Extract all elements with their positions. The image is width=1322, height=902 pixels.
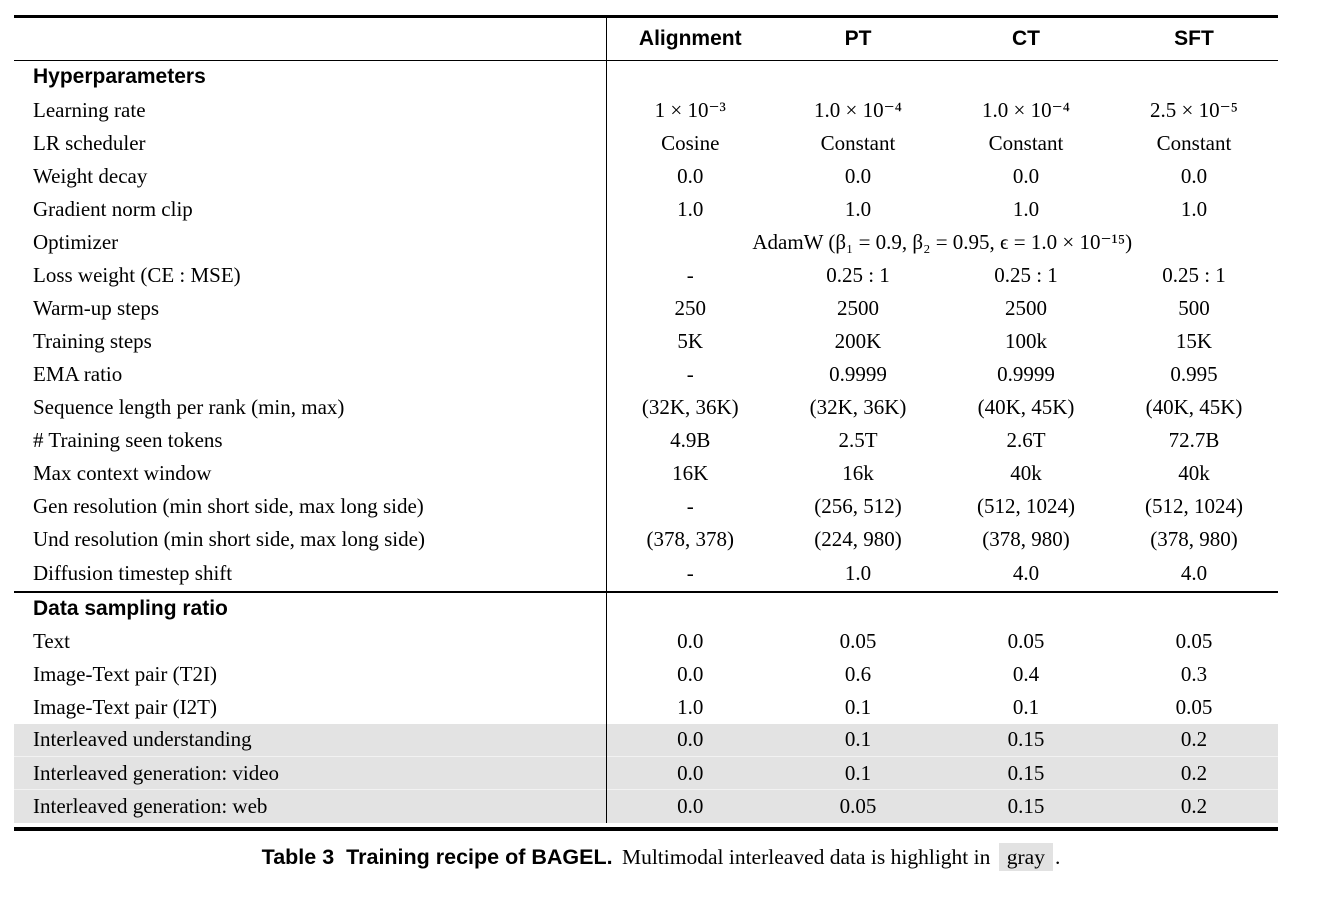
cell-alignment: 0.0 bbox=[606, 658, 774, 691]
row-label: Diffusion timestep shift bbox=[33, 560, 233, 585]
row-ema-ratio bbox=[14, 358, 1278, 391]
row-weight-decay bbox=[14, 160, 1278, 193]
caption-gray-chip: gray bbox=[999, 843, 1053, 871]
row-label: EMA ratio bbox=[33, 361, 123, 386]
row-label: Training steps bbox=[33, 328, 152, 353]
cell-ct: (512, 1024) bbox=[977, 493, 1075, 518]
cell-sft: (512, 1024) bbox=[1145, 493, 1243, 518]
row-label: Image-Text pair (I2T) bbox=[33, 694, 217, 719]
cell-pt: 0.0 bbox=[844, 163, 872, 188]
cell-ct: 0.0 bbox=[1012, 163, 1040, 188]
cell-pt: 1.0 bbox=[844, 560, 872, 585]
header-spacer-cell bbox=[14, 17, 606, 61]
cell-alignment: - bbox=[606, 358, 774, 391]
row-label: Loss weight (CE : MSE) bbox=[33, 262, 241, 287]
cell-sft: 500 bbox=[1178, 295, 1210, 320]
cell-sft: 40k bbox=[1178, 460, 1210, 485]
row-sequence-length bbox=[14, 391, 1278, 424]
section-title: Hyperparameters bbox=[33, 65, 206, 89]
bottom-double-rule bbox=[14, 827, 1278, 831]
cell-sft: 0.2 bbox=[1110, 790, 1278, 823]
cell-pt: 0.1 bbox=[774, 757, 942, 790]
cell-pt: 1.0 bbox=[844, 196, 872, 221]
row-optimizer bbox=[14, 226, 1278, 259]
table-caption bbox=[0, 845, 1322, 870]
cell-sft: 1.0 bbox=[1180, 196, 1208, 221]
cell-alignment: 1.0 bbox=[606, 193, 774, 226]
row-interleaved-generation-video bbox=[14, 757, 1278, 790]
cell-pt: 0.25 : 1 bbox=[826, 262, 890, 287]
cell-alignment: 1 × 10⁻³ bbox=[606, 94, 774, 127]
row-label: Interleaved understanding bbox=[14, 724, 606, 757]
table-3 bbox=[14, 15, 1278, 823]
row-warmup-steps bbox=[14, 292, 1278, 325]
cell-sft: (40K, 45K) bbox=[1145, 394, 1243, 419]
row-und-resolution bbox=[14, 523, 1278, 556]
row-label: Warm-up steps bbox=[33, 295, 160, 320]
row-training-seen-tokens bbox=[14, 424, 1278, 457]
cell-alignment: (32K, 36K) bbox=[606, 391, 774, 424]
cell-pt: 0.05 bbox=[774, 790, 942, 823]
cell-alignment: 1.0 bbox=[606, 691, 774, 724]
cell-ct: 0.15 bbox=[942, 724, 1110, 757]
column-header-sft: SFT bbox=[1110, 17, 1278, 61]
training-recipe-table bbox=[14, 15, 1278, 831]
cell-alignment: - bbox=[606, 259, 774, 292]
cell-pt: (32K, 36K) bbox=[809, 394, 907, 419]
row-label: Learning rate bbox=[33, 97, 146, 122]
cell-sft: 72.7B bbox=[1168, 427, 1220, 452]
row-label: Sequence length per rank (min, max) bbox=[33, 394, 345, 419]
section-spacer bbox=[606, 61, 1278, 94]
cell-sft: (378, 980) bbox=[1150, 526, 1238, 551]
cell-sft: 0.05 bbox=[1175, 694, 1213, 719]
row-interleaved-understanding bbox=[14, 724, 1278, 757]
cell-pt: 0.1 bbox=[844, 694, 872, 719]
cell-alignment: 5K bbox=[606, 325, 774, 358]
cell-ct: 0.25 : 1 bbox=[994, 262, 1058, 287]
cell-pt: 2.5T bbox=[838, 427, 878, 452]
cell-ct: 0.15 bbox=[942, 790, 1110, 823]
cell-ct: 40k bbox=[1010, 460, 1042, 485]
section-header-hyperparameters bbox=[14, 61, 1278, 94]
cell-sft: 0.995 bbox=[1170, 361, 1218, 386]
row-image-text-pair-t2i bbox=[14, 658, 1278, 691]
cell-pt: 0.9999 bbox=[829, 361, 887, 386]
section-header-data-sampling-ratio bbox=[14, 592, 1278, 625]
row-loss-weight bbox=[14, 259, 1278, 292]
section-spacer bbox=[606, 592, 1278, 625]
cell-alignment: 0.0 bbox=[606, 160, 774, 193]
row-training-steps bbox=[14, 325, 1278, 358]
cell-pt: Constant bbox=[820, 130, 896, 155]
caption-period: . bbox=[1054, 845, 1061, 869]
row-label: Optimizer bbox=[33, 229, 119, 254]
column-header-pt: PT bbox=[774, 17, 942, 61]
row-label: # Training seen tokens bbox=[33, 427, 223, 452]
row-label: Interleaved generation: web bbox=[14, 790, 606, 823]
cell-pt: (256, 512) bbox=[814, 493, 902, 518]
cell-ct: (378, 980) bbox=[982, 526, 1070, 551]
row-label: Gen resolution (min short side, max long side) bbox=[33, 493, 424, 518]
cell-pt: 0.1 bbox=[774, 724, 942, 757]
cell-sft: 0.3 bbox=[1180, 661, 1208, 686]
row-interleaved-generation-web bbox=[14, 790, 1278, 823]
cell-pt: (224, 980) bbox=[814, 526, 902, 551]
cell-ct: 0.15 bbox=[942, 757, 1110, 790]
cell-alignment: 0.0 bbox=[606, 790, 774, 823]
cell-alignment: Cosine bbox=[606, 127, 774, 160]
cell-alignment: (378, 378) bbox=[606, 523, 774, 556]
cell-ct: 0.1 bbox=[1012, 694, 1040, 719]
row-label: LR scheduler bbox=[33, 130, 146, 155]
cell-ct: Constant bbox=[988, 130, 1064, 155]
row-image-text-pair-i2t bbox=[14, 691, 1278, 724]
cell-ct: 1.0 bbox=[1012, 196, 1040, 221]
row-label: Text bbox=[33, 628, 71, 653]
row-label: Weight decay bbox=[33, 163, 148, 188]
cell-ct: 2500 bbox=[1005, 295, 1047, 320]
cell-alignment: 4.9B bbox=[606, 424, 774, 457]
cell-ct: 4.0 bbox=[1012, 560, 1040, 585]
caption-tag: Table 3 bbox=[261, 845, 335, 869]
section-title: Data sampling ratio bbox=[14, 592, 606, 625]
cell-ct: 0.05 bbox=[1007, 628, 1045, 653]
row-max-context-window bbox=[14, 457, 1278, 490]
cell-ct: 2.6T bbox=[1006, 427, 1046, 452]
row-gradient-norm-clip bbox=[14, 193, 1278, 226]
row-label: Interleaved generation: video bbox=[14, 757, 606, 790]
cell-pt: 0.6 bbox=[844, 661, 872, 686]
caption-text: Multimodal interleaved data is highlight in bbox=[621, 845, 991, 869]
cell-sft: 4.0 bbox=[1180, 560, 1208, 585]
cell-pt: 2500 bbox=[837, 295, 879, 320]
cell-sft: 0.2 bbox=[1110, 724, 1278, 757]
cell-ct: 0.4 bbox=[1012, 661, 1040, 686]
cell-sft: 0.0 bbox=[1180, 163, 1208, 188]
cell-alignment: 0.0 bbox=[606, 625, 774, 658]
row-label: Gradient norm clip bbox=[33, 196, 193, 221]
cell-pt: 0.05 bbox=[839, 628, 877, 653]
cell-ct: 0.9999 bbox=[997, 361, 1055, 386]
row-text bbox=[14, 625, 1278, 658]
row-diffusion-timestep-shift bbox=[14, 556, 1278, 592]
cell-sft: 0.2 bbox=[1110, 757, 1278, 790]
row-label: Max context window bbox=[33, 460, 212, 485]
cell-pt: 200K bbox=[834, 328, 882, 353]
cell-alignment: 0.0 bbox=[606, 724, 774, 757]
cell-pt: 16k bbox=[842, 460, 874, 485]
cell-sft: 0.05 bbox=[1175, 628, 1213, 653]
cell-ct: (40K, 45K) bbox=[977, 394, 1075, 419]
cell-alignment: 250 bbox=[606, 292, 774, 325]
cell-sft: Constant bbox=[1156, 130, 1232, 155]
row-lr-scheduler bbox=[14, 127, 1278, 160]
cell-pt: 1.0 × 10⁻⁴ bbox=[814, 97, 902, 122]
row-label: Und resolution (min short side, max long side) bbox=[33, 526, 425, 551]
cell-alignment: - bbox=[606, 556, 774, 592]
row-label: Image-Text pair (T2I) bbox=[33, 661, 217, 686]
cell-alignment: 0.0 bbox=[606, 757, 774, 790]
cell-alignment: - bbox=[606, 490, 774, 523]
row-gen-resolution bbox=[14, 490, 1278, 523]
caption-title: Training recipe of BAGEL. bbox=[346, 845, 613, 869]
row-learning-rate bbox=[14, 94, 1278, 127]
cell-ct: 1.0 × 10⁻⁴ bbox=[982, 97, 1070, 122]
cell-sft: 0.25 : 1 bbox=[1162, 262, 1226, 287]
column-header-ct: CT bbox=[942, 17, 1110, 61]
cell-alignment: 16K bbox=[606, 457, 774, 490]
header-row bbox=[14, 17, 1278, 61]
cell-sft: 15K bbox=[1175, 328, 1213, 353]
cell-ct: 100k bbox=[1005, 328, 1047, 353]
column-header-alignment: Alignment bbox=[606, 17, 774, 61]
cell-optimizer-span: AdamW (β₁ = 0.9, β₂ = 0.95, ϵ = 1.0 × 10⁻¹⁵) bbox=[606, 226, 1278, 259]
cell-sft: 2.5 × 10⁻⁵ bbox=[1150, 97, 1238, 122]
